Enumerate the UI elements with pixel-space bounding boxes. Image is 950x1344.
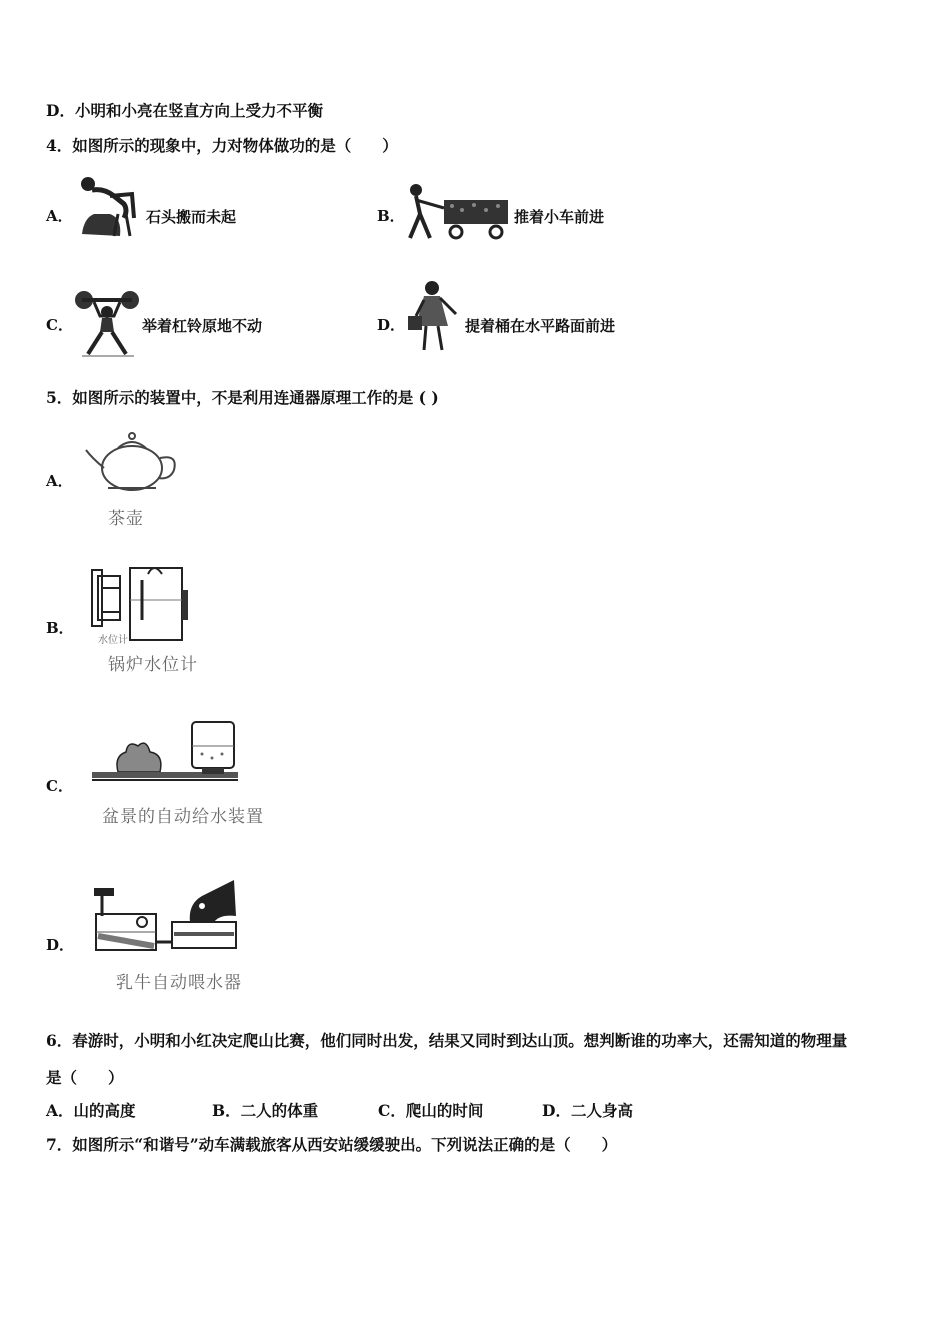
q4-option-a-letter: A． <box>46 207 73 225</box>
q5-option-c-caption: 盆景的自动给水装置 <box>102 807 264 827</box>
q4-option-b-text: 推着小车前进 <box>514 208 605 226</box>
q4-option-d-image <box>404 278 460 356</box>
q5-option-a-teapot-image <box>84 428 180 498</box>
q4-option-b-image <box>400 182 512 242</box>
q3-option-d: D．小明和小亮在竖直方向上受力不平衡 <box>46 101 323 120</box>
q5-option-b-letter: B． <box>46 619 74 637</box>
q6-option-a: A．山的高度 <box>46 1101 136 1120</box>
q5-option-d-caption: 乳牛自动喂水器 <box>116 973 242 993</box>
q5-option-c-planter-image <box>90 716 250 786</box>
q6-option-d: D．二人身高 <box>542 1101 633 1120</box>
q5-stem: 5．如图所示的装置中，不是利用连通器原理工作的是 ( ) <box>46 388 439 407</box>
q5-option-d-letter: D． <box>46 936 75 954</box>
q4-option-a-text: 石头搬而未起 <box>146 208 237 226</box>
q6-stem-line1: 6．春游时，小明和小红决定爬山比赛，他们同时出发，结果又同时到达山顶。想判断谁的功率大，还需知道的物理量 <box>46 1031 848 1050</box>
q4-option-c-text: 举着杠铃原地不动 <box>142 317 263 335</box>
q5-option-a-caption: 茶壶 <box>108 509 144 529</box>
q5-option-d-trough-image <box>90 876 242 958</box>
q5-option-a-letter: A． <box>46 472 73 490</box>
q5-option-b-inner-label: 水位计 <box>98 635 128 646</box>
q4-option-c-letter: C． <box>46 316 73 334</box>
q4-option-c-image <box>74 286 140 358</box>
q6-stem-line2: 是（ ） <box>46 1068 124 1087</box>
q4-stem: 4．如图所示的现象中，力对物体做功的是（ ） <box>46 136 398 155</box>
q6-option-b: B．二人的体重 <box>212 1101 319 1120</box>
q6-option-c: C．爬山的时间 <box>378 1101 484 1120</box>
q4-option-d-letter: D． <box>377 316 406 334</box>
q7-stem: 7．如图所示“和谐号”动车满载旅客从西安站缓缓驶出。下列说法正确的是（ ） <box>46 1135 618 1154</box>
q4-option-d-text: 提着桶在水平路面前进 <box>465 317 616 335</box>
q5-option-c-letter: C． <box>46 777 73 795</box>
q4-option-a-image <box>74 174 142 238</box>
q5-option-b-caption: 锅炉水位计 <box>108 655 198 675</box>
q4-option-b-letter: B． <box>377 207 405 225</box>
